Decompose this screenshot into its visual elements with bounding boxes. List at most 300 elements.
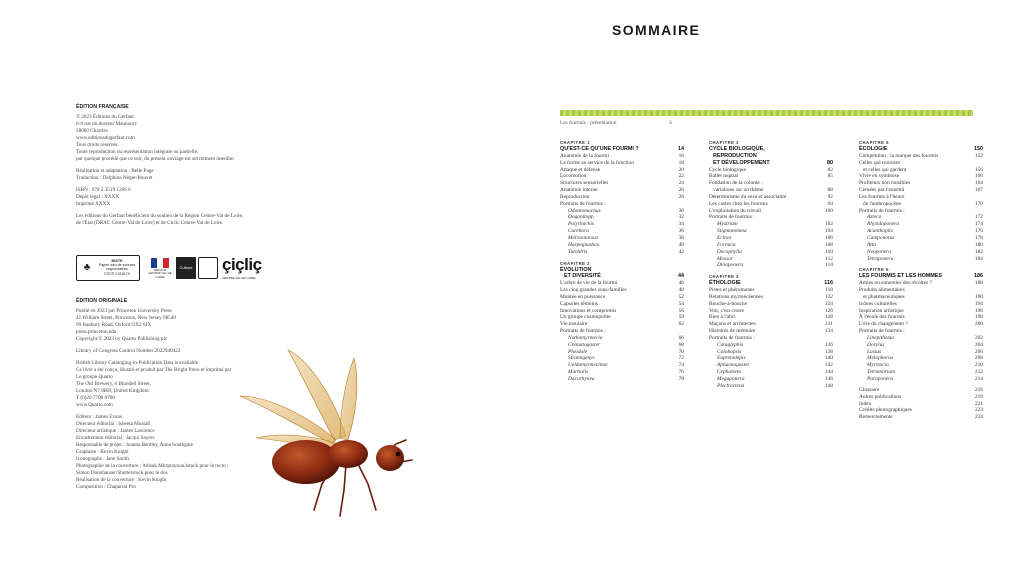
toc-entry-page: 202: [974, 334, 983, 341]
toc-entry-title: Megaponera: [717, 376, 745, 382]
toc-entry-title: Index: [859, 400, 872, 407]
imprint-line: Encadrement éditorial : Jacqui Sayers: [76, 435, 155, 441]
toc-entry-page: 160: [974, 173, 983, 180]
toc-entry: [859, 208, 983, 215]
imprint-line: Composition : Chaparral Pro: [76, 484, 136, 490]
imprint-line: Library of Congress Control Number 2022940422: [76, 348, 181, 354]
imprint-line: © 2023 Éditions du Gerfaut: [76, 114, 134, 120]
toc-entry-title: Portraits de fourmis :: [709, 214, 755, 221]
toc-entry-title: Dinoponera: [717, 262, 744, 269]
imprint-line: 6-8 rue du docteur Maunoury: [76, 121, 138, 127]
toc-entry-title: Nothomyrmecia: [568, 334, 603, 341]
toc-entry-page: 164: [974, 180, 983, 187]
imprint-line: Simon Donnhauser/Shutterstock pour le dos: [76, 470, 168, 476]
toc-entry-title: Reproduction: [560, 193, 590, 200]
toc-entry-page: 46: [678, 280, 684, 287]
toc-entry: [859, 235, 983, 242]
toc-entry-title: Ooganitopp: [568, 214, 594, 221]
toc-entry-title: Icônes culturelles: [859, 300, 897, 307]
toc-entry-title: ET DÉVELOPPEMENT: [713, 159, 770, 166]
toc-entry-page: 216: [974, 386, 983, 393]
toc-entry: [560, 335, 684, 342]
toc-entry-page: 70: [678, 348, 684, 355]
toc-entry-page: 48: [678, 287, 684, 294]
page-title: SOMMAIRE: [612, 22, 701, 38]
toc-entry: [709, 242, 833, 249]
toc-entry-page: 214: [974, 376, 983, 382]
toc-entry: [560, 180, 684, 187]
toc-entry: [560, 173, 684, 180]
toc-entry-title: La forme au service de la fonction: [560, 159, 634, 166]
toc-entry-page: 146: [824, 376, 833, 382]
toc-entry: [859, 401, 983, 408]
toc-entry: [709, 308, 833, 315]
toc-entry: [709, 194, 833, 201]
toc-entry-title: Pheidole: [568, 348, 588, 355]
toc-entry-title: Produits alimentaires: [859, 287, 905, 294]
toc-entry-title: Bouche-à-bouche: [709, 300, 748, 307]
toc-entry-title: Aphaenogaster: [717, 362, 750, 369]
toc-entry: [709, 180, 833, 187]
toc-entry-title: QU'EST-CE QU'UNE FOURMI ?: [560, 146, 639, 152]
toc-entry-title: Un groupe cosmopolite: [560, 314, 611, 321]
imprint-line: www.Quarto.com: [76, 402, 113, 408]
toc-entry-title: Les fourmis à l'heure: [859, 193, 905, 200]
ciclic-logo-text: çiçliç: [222, 255, 262, 274]
imprint-line: de l'État (DRAC Centre-Val de Loire) et de Ciclic Centre-Val de Loire.: [76, 220, 224, 226]
toc-entry: [859, 214, 983, 221]
imprint-line: Directeur éditorial : Isheeta Mustafi: [76, 421, 151, 427]
imprint-line: Éditeur : James Evans: [76, 414, 122, 420]
toc-entry-title: Formica: [717, 241, 736, 248]
toc-entry: [859, 394, 983, 401]
toc-entry: [560, 221, 684, 228]
chapter-label: CHAPITRE 3: [709, 140, 739, 145]
toc-entry-title: ÉCOLOGIE: [859, 146, 888, 152]
toc-entry-page: 190: [974, 293, 983, 300]
toc-entry-title: variations sur un thème: [713, 187, 764, 194]
toc-entry-title: Tetraponera: [867, 255, 894, 262]
toc-entry: [859, 180, 983, 187]
toc-entry-page: 204: [974, 341, 983, 348]
toc-entry-page: 167: [974, 187, 983, 194]
toc-entry: [560, 153, 684, 160]
toc-entry-title: Attaque et défense: [560, 166, 601, 173]
toc-entry: [560, 355, 684, 362]
toc-entry-title: Cycle biologique: [709, 166, 746, 173]
toc-entry: [859, 167, 983, 174]
toc-entry-page: 85: [827, 173, 833, 180]
toc-entry-title: Amies ou ennemies des récoltes ?: [859, 280, 932, 287]
toc-entry-title: Les cinq grandes sous-familles: [560, 287, 627, 294]
toc-entry: [560, 201, 684, 208]
toc-entry-title: Strumigenys: [568, 355, 595, 362]
accent-bar: [560, 110, 973, 116]
toc-entry-title: Vivre en symbiose: [859, 173, 900, 180]
toc-entry-title: CYCLE BIOLOGIQUE,: [709, 146, 765, 152]
toc-entry-page: 131: [824, 321, 833, 328]
toc-preface-page: 6: [669, 120, 672, 126]
toc-entry-title: Stigmatomma: [717, 228, 747, 235]
toc-entry-title: À l'école des fourmis: [859, 314, 905, 321]
toc-entry-title: Ueldomyrmecinae: [568, 362, 608, 369]
toc-entry-title: Harpegnathos: [568, 241, 599, 248]
toc-entry: [560, 228, 684, 235]
toc-entry-title: de l'anthropocène: [863, 200, 901, 207]
toc-entry-page: 184: [974, 255, 983, 262]
toc-entry-page: 212: [974, 369, 983, 376]
imprint-line: Traduction : Delphine Nègre-Bouvet: [76, 175, 153, 181]
toc-entry: [560, 314, 684, 321]
toc-entry: [709, 349, 833, 356]
toc-entry-title: Paraponera: [867, 376, 894, 382]
toc-entry: [709, 383, 833, 390]
toc-entry-page: 62: [678, 321, 684, 328]
toc-entry-page: 210: [974, 362, 983, 369]
toc-entry-title: Fondation de la colonie :: [709, 180, 763, 187]
toc-entry: [859, 387, 983, 394]
toc-entry-page: 134: [824, 328, 833, 335]
edition-francaise-isbn: [76, 187, 286, 208]
toc-entry: [859, 314, 983, 321]
toc-entry: [709, 187, 833, 194]
toc-entry: [560, 187, 684, 194]
toc-entry-page: 208: [974, 355, 983, 362]
toc-entry-page: 186: [974, 273, 983, 280]
toc-entry-title: Atta: [867, 241, 876, 248]
toc-entry: [709, 287, 833, 294]
region-logo-text: RÉGION CENTRE VAL DE LOIRE: [148, 268, 172, 279]
imprint-line: London N7 9BH, United Kingdom.: [76, 388, 150, 394]
toc-entry-page: 219: [974, 393, 983, 400]
ciclic-logo: [222, 254, 272, 282]
toc-entry-page: 52: [678, 293, 684, 300]
edition-originale-heading: ÉDITION ORIGINALE: [76, 298, 128, 304]
toc-entry: [560, 167, 684, 174]
toc-entry-title: Locomotion: [560, 173, 587, 180]
toc-entry-page: 24: [678, 180, 684, 187]
imprint-line: Imprimé XXXX: [76, 201, 111, 207]
chapter-label: CHAPITRE 5: [859, 140, 889, 145]
toc-entry-page: 138: [824, 348, 833, 355]
toc-entry: [859, 256, 983, 263]
toc-entry-title: ÉTHOLOGIE: [709, 280, 741, 287]
toc-entry: [859, 153, 983, 160]
toc-entry: [709, 235, 833, 242]
toc-entry-title: Carebara: [568, 228, 589, 235]
imprint-line: T (0)20 7700 6700: [76, 395, 115, 401]
toc-entry-page: 80: [827, 159, 833, 166]
imprint-line: Copyright © 2023 by Quarto Publishing plc: [76, 336, 168, 342]
toc-entry-title: L'arbre de vie de la fourmi: [560, 280, 618, 287]
fsc-text: Papier issu de sources responsables: [98, 263, 136, 272]
toc-entry-page: 94: [827, 200, 833, 207]
chapter-label: CHAPITRE 6: [859, 267, 889, 273]
toc-entry-title: Myrmecia: [867, 362, 889, 369]
toc-entry-page: 156: [974, 166, 983, 173]
toc-entry-title: Montée en puissance: [560, 293, 606, 300]
toc-entry-page: 124: [824, 300, 833, 307]
toc-entry-page: 88: [827, 187, 833, 194]
toc-entry-title: Glossaire: [859, 386, 880, 393]
toc-entry-title: Les castes chez les fourmis: [709, 200, 768, 207]
toc-entry-title: Portraits de fourmis :: [709, 334, 755, 341]
toc-entry-title: Portraits de fourmis :: [859, 207, 905, 214]
toc-entry-title: Acanthoptis: [867, 228, 893, 235]
toc-entry-title: Dorylus: [867, 341, 885, 348]
toc-entry: [859, 287, 983, 294]
toc-entry-page: 223: [974, 407, 983, 414]
toc-entry-title: Tatoidris: [568, 248, 588, 255]
toc-entry: [859, 242, 983, 249]
toc-entry-page: 44: [678, 273, 684, 280]
toc-entry: [709, 328, 833, 335]
toc-entry-page: 172: [974, 214, 983, 221]
toc-entry: [709, 228, 833, 235]
toc-entry-page: 38: [678, 234, 684, 241]
toc-entry: [859, 328, 983, 335]
toc-entry-title: Cephalotes: [717, 369, 742, 376]
imprint-line: Les éditions du Gerfaut bénéficient du soutien de la Région Centre-Val de Loire,: [76, 213, 244, 219]
toc-entry: [560, 349, 684, 356]
toc-entry-title: LES FOURMIS ET LES HOMMES: [859, 273, 942, 280]
fsc-label: MIXTE: [111, 259, 123, 263]
partner-logos: [76, 252, 262, 284]
toc-entry-title: Maçons et architectes: [709, 321, 756, 328]
toc-entry: [709, 369, 833, 376]
toc-entry: [560, 328, 684, 335]
toc-entry-title: Portraits de fourmis :: [560, 200, 606, 207]
toc-entry-title: Martialis: [568, 369, 589, 376]
imprint-line: 28000 Chartres: [76, 128, 108, 134]
toc-entry-title: Messor: [717, 255, 733, 262]
imprint-line: par quelque procédé que ce soit, du présent ouvrage est strictement interdite.: [76, 156, 235, 162]
toc-entry-title: Crematogaster: [568, 341, 601, 348]
toc-entry: [560, 214, 684, 221]
toc-column-3: [859, 139, 983, 421]
imprint-line: Toute reproduction ou représentation intégrale ou partielle,: [76, 149, 199, 155]
toc-entry-page: 200: [974, 321, 983, 328]
toc-entry-title: L'ère du changement ?: [859, 321, 908, 328]
toc-entry: [709, 214, 833, 221]
toc-entry-page: 34: [678, 221, 684, 228]
toc-entry-title: Cataglyphis: [717, 341, 744, 348]
fsc-tree-icon: ♣: [83, 262, 91, 273]
toc-entry: [709, 249, 833, 256]
toc-entry-title: Crédits photographiques: [859, 407, 912, 414]
toc-entry-page: 170: [974, 200, 983, 207]
toc-entry: [560, 194, 684, 201]
toc-entry: [560, 249, 684, 256]
toc-entry-title: Euprenolepis: [717, 355, 746, 362]
toc-entry: [709, 173, 833, 180]
toc-entry: [709, 201, 833, 208]
edition-francaise-lines: [76, 114, 286, 163]
toc-entry-page: 196: [974, 307, 983, 314]
toc-entry-title: Oecophylla: [717, 248, 742, 255]
toc-entry-page: 112: [825, 255, 833, 262]
toc-entry-page: 180: [974, 241, 983, 248]
toc-entry: [709, 262, 833, 269]
toc-entry-title: Innovations et compromis: [560, 307, 617, 314]
toc-entry-title: Linepithema: [867, 334, 894, 341]
centre-logo: [198, 257, 218, 279]
toc-entry: [560, 342, 684, 349]
imprint-line: 99 Banbury Road, Oxford OX2 6JX: [76, 322, 152, 328]
toc-entry-title: et pharmaceutiques: [863, 293, 905, 300]
imprint-line: Tous droits réservés.: [76, 142, 119, 148]
region-logo: [148, 257, 172, 279]
toc-entry: [709, 221, 833, 228]
toc-entry-page: 72: [678, 355, 684, 362]
toc-entry-title: Eciton: [717, 234, 732, 241]
edition-francaise-support: [76, 213, 286, 227]
imprint-line: www.editionsdugerfaut.com: [76, 135, 135, 141]
toc-entry-title: Polyrhachis: [568, 221, 594, 228]
fsc-logo: [76, 255, 140, 281]
toc-entry-page: 122: [824, 293, 833, 300]
toc-entry-page: 26: [678, 187, 684, 194]
toc-entry-page: 68: [678, 341, 684, 348]
toc-entry-title: Portraits de fourmis :: [560, 328, 606, 335]
toc-entry-page: 20: [678, 166, 684, 173]
chapter-title: [709, 146, 833, 153]
toc-entry-title: Lasius: [867, 348, 882, 355]
toc-entry-page: 206: [974, 348, 983, 355]
toc-entry-title: Mystrium: [717, 221, 738, 228]
toc-entry-page: 136: [824, 341, 833, 348]
chapter-label: CHAPITRE 2: [560, 260, 590, 266]
toc-entry-page: 188: [974, 280, 983, 287]
toc-entry-page: 104: [824, 228, 833, 235]
imprint-line: Le groupe Quarto: [76, 374, 113, 380]
toc-entry-page: 178: [974, 234, 983, 241]
imprint-line: Ce livre a été conçu, illustré et produit par The Bright Press et imprimé par: [76, 367, 232, 373]
toc-entry-title: L'exploitation du travail: [709, 207, 761, 214]
toc-entry: [560, 287, 684, 294]
toc-entry-page: 182: [974, 248, 983, 255]
fsc-code: FSC® C018179: [104, 271, 130, 276]
toc-entry-title: Anatomie de la fourmi: [560, 152, 609, 159]
flag-icon: [151, 258, 169, 268]
toc-entry: [859, 369, 983, 376]
imprint-line: Graphiste : Kevin Knight: [76, 449, 129, 455]
toc-entry-page: 42: [678, 248, 684, 255]
imprint-line: Directeur artistique : James Lawrence: [76, 428, 155, 434]
toc-entry: [709, 167, 833, 174]
toc-entry-page: 176: [974, 228, 983, 235]
toc-entry-title: Celles qui trouvent: [859, 159, 901, 166]
toc-entry: [709, 321, 833, 328]
toc-entry-page: 102: [824, 221, 833, 228]
toc-entry-title: REPRODUCTION: [713, 152, 757, 159]
winged-ant-illustration: [236, 344, 424, 520]
toc-entry-title: Cernées par l'ennemi: [859, 187, 905, 194]
toc-entry-page: 224: [974, 414, 983, 421]
toc-entry-page: 144: [824, 369, 833, 376]
toc-entry-page: 92: [827, 193, 833, 200]
imprint-line: Iconographe : Jane Smith: [76, 456, 129, 462]
toc-entry: [560, 235, 684, 242]
chapter-title: [859, 273, 983, 280]
toc-entry-page: 142: [824, 362, 833, 369]
toc-entry-title: Inspiration artistique: [859, 307, 904, 314]
toc-entry: [560, 369, 684, 376]
toc-entry-page: 148: [824, 382, 833, 389]
toc-entry-page: 198: [974, 314, 983, 321]
imprint-line: Réalisation et adaptation : Belle Page: [76, 168, 154, 174]
toc-entry: [560, 376, 684, 383]
toc-entry-title: Rhytidoponera: [867, 221, 900, 228]
toc-entry: [560, 362, 684, 369]
toc-entry-page: 26: [678, 193, 684, 200]
toc-entry-title: ET DIVERSITÉ: [564, 273, 601, 280]
toc-entry: [859, 362, 983, 369]
chapter-title: [859, 146, 983, 153]
toc-entry-title: Voir, c'est croire: [709, 307, 744, 314]
toc-entry-page: 82: [827, 166, 833, 173]
toc-entry: [560, 160, 684, 167]
chapter-title: [709, 160, 833, 167]
toc-entry: [709, 362, 833, 369]
toc-entry-page: 40: [678, 241, 684, 248]
toc-entry: [709, 335, 833, 342]
toc-entry-title: Vie insulaire: [560, 321, 588, 328]
toc-entry-title: Autres publications: [859, 393, 902, 400]
toc-entry-page: 221: [974, 400, 983, 407]
toc-entry: [859, 342, 983, 349]
imprint-line: 41 William Street, Princeton, New Jersey 08540: [76, 315, 176, 321]
toc-preface: [560, 120, 676, 127]
imprint-line: Publié en 2023 par Princeton University Press: [76, 308, 172, 314]
toc-entry: [709, 376, 833, 383]
toc-column-1: [560, 139, 684, 383]
toc-entry-page: 74: [678, 362, 684, 369]
toc-entry: [859, 355, 983, 362]
toc-entry-title: Dacorhynea: [568, 376, 595, 382]
toc-entry-page: 66: [678, 334, 684, 341]
toc-entry-title: Anatomie interne: [560, 187, 598, 194]
toc-entry: [859, 249, 983, 256]
toc-entry-title: Plectroctena: [717, 382, 745, 389]
toc-entry-page: 128: [824, 314, 833, 321]
edition-francaise-credits: [76, 168, 286, 182]
toc-entry-page: 118: [825, 287, 833, 294]
edition-francaise-heading: ÉDITION FRANÇAISE: [76, 104, 129, 110]
toc-preface-label: Les fourmis : présentation: [560, 120, 617, 126]
toc-entry-page: 174: [974, 221, 983, 228]
toc-entry: [859, 335, 983, 342]
toc-entry: [709, 256, 833, 263]
imprint-line: Dépôt légal : XXXX: [76, 194, 120, 200]
toc-entry-page: 110: [825, 248, 833, 255]
toc-entry-title: Odontomachus: [568, 207, 601, 214]
toc-entry-title: Tetramorium: [867, 369, 895, 376]
toc-entry: [859, 407, 983, 414]
toc-entry-page: 18: [678, 159, 684, 166]
toc-entry-title: Histoires de mémoire: [709, 328, 756, 335]
imprint-line: Responsable de projet : Joanna Bentley, Anna Southgate: [76, 442, 193, 448]
toc-entry-title: Compétition : la marque des fourmis: [859, 152, 939, 159]
toc-entry: [709, 294, 833, 301]
toc-entry-title: Portraits de fourmis :: [859, 328, 905, 335]
edition-francaise-block: [76, 104, 286, 227]
toc-entry-page: 116: [824, 280, 833, 287]
ciclic-logo-sub: CENTRE-VAL DE LOIRE: [222, 276, 256, 280]
imprint-line: press.princeton.edu: [76, 329, 117, 335]
toc-entry-page: 30: [678, 207, 684, 214]
toc-entry-page: 152: [974, 152, 983, 159]
